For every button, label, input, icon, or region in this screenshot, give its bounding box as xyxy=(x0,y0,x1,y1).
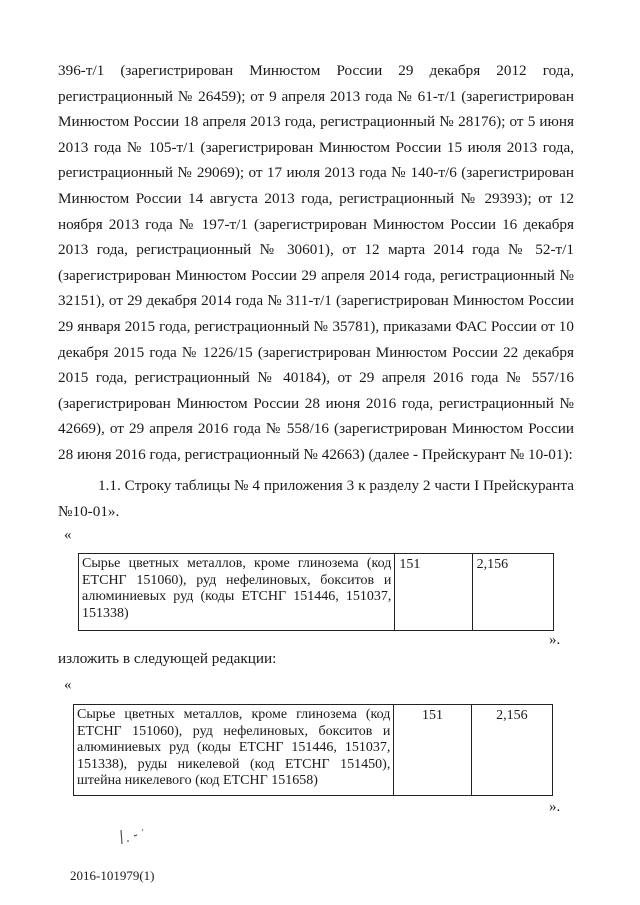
old-row-description: Сырье цветных металлов, кроме глинозема (код ЕТСНГ 151060), руд нефелиновых, бокситов и алюминиевых руд (коды ЕТСНГ 151446, 151037, 151338) xyxy=(79,554,395,631)
new-row-description: Сырье цветных металлов, кроме глинозема (код ЕТСНГ 151060), руд нефелиновых, бокситов и алюминиевых руд (коды ЕТСНГ 151446, 151037, 151338), руды никелевой (код ЕТСНГ 151450), штейна никелевого (код ЕТСНГ 151658) xyxy=(74,705,394,796)
new-row-rate: 2,156 xyxy=(471,705,552,796)
new-row-table xyxy=(73,704,553,796)
old-row-rate: 2,156 xyxy=(472,554,553,631)
table-row xyxy=(79,554,554,631)
table-row xyxy=(74,705,553,796)
document-number: 2016-101979(1) xyxy=(70,868,155,883)
new-row-code: 151 xyxy=(394,705,471,796)
closing-quote-2: ». xyxy=(549,799,561,815)
old-row-table xyxy=(78,553,554,631)
clause-1-1: 1.1. Строку таблицы № 4 приложения 3 к разделу 2 части I Прейскуранта №10-01». xyxy=(58,477,574,520)
pen-mark-icon xyxy=(118,826,158,848)
closing-quote-1: ». xyxy=(549,632,561,648)
replace-label: изложить в следующей редакции: xyxy=(58,650,277,667)
body-paragraph: 396-т/1 (зарегистрирован Минюстом России 29 декабря 2012 года, регистрационный № 26459); от 9 апреля 2013 года № 61-т/1 (зарегистрирован Минюстом России 18 апреля 2013 года, регистрационный № 28176); от 5 июня 2013 года № 105-т/1 (зарегистрирован Минюстом России 15 июля 2013 года, регистрационный № 29069); от 17 июля 2013 года № 140-т/6 (зарегистрирован Минюстом России 14 августа 2013 года, регистрационный № 29393); от 12 ноября 2013 года № 197-т/1 (зарегистрирован Минюстом России 16 декабря 2013 года, регистрационный № 30601), от 12 марта 2014 года № 52-т/1 (зарегистрирован Минюстом России 29 апреля 2014 года, регистрационный № 32151), от 29 декабря 2014 года № 311-т/1 (зарегистрирован Минюстом России 29 января 2015 года, регистрационный № 35781), приказами ФАС России от 10 декабря 2015 года № 1226/15 (зарегистрирован Минюстом России 22 декабря 2015 года, регистрационный № 40184), от 29 апреля 2016 года № 557/16 (зарегистрирован Минюстом России 28 июня 2016 года, регистрационный № 42669), от 29 апреля 2016 года № 558/16 (зарегистрирован Минюстом России 28 июня 2016 года, регистрационный № 42663) (далее - Прейскурант № 10-01): xyxy=(58,62,574,463)
opening-quote-2: « xyxy=(64,677,72,693)
old-row-code: 151 xyxy=(395,554,472,631)
opening-quote-1: « xyxy=(64,527,72,543)
